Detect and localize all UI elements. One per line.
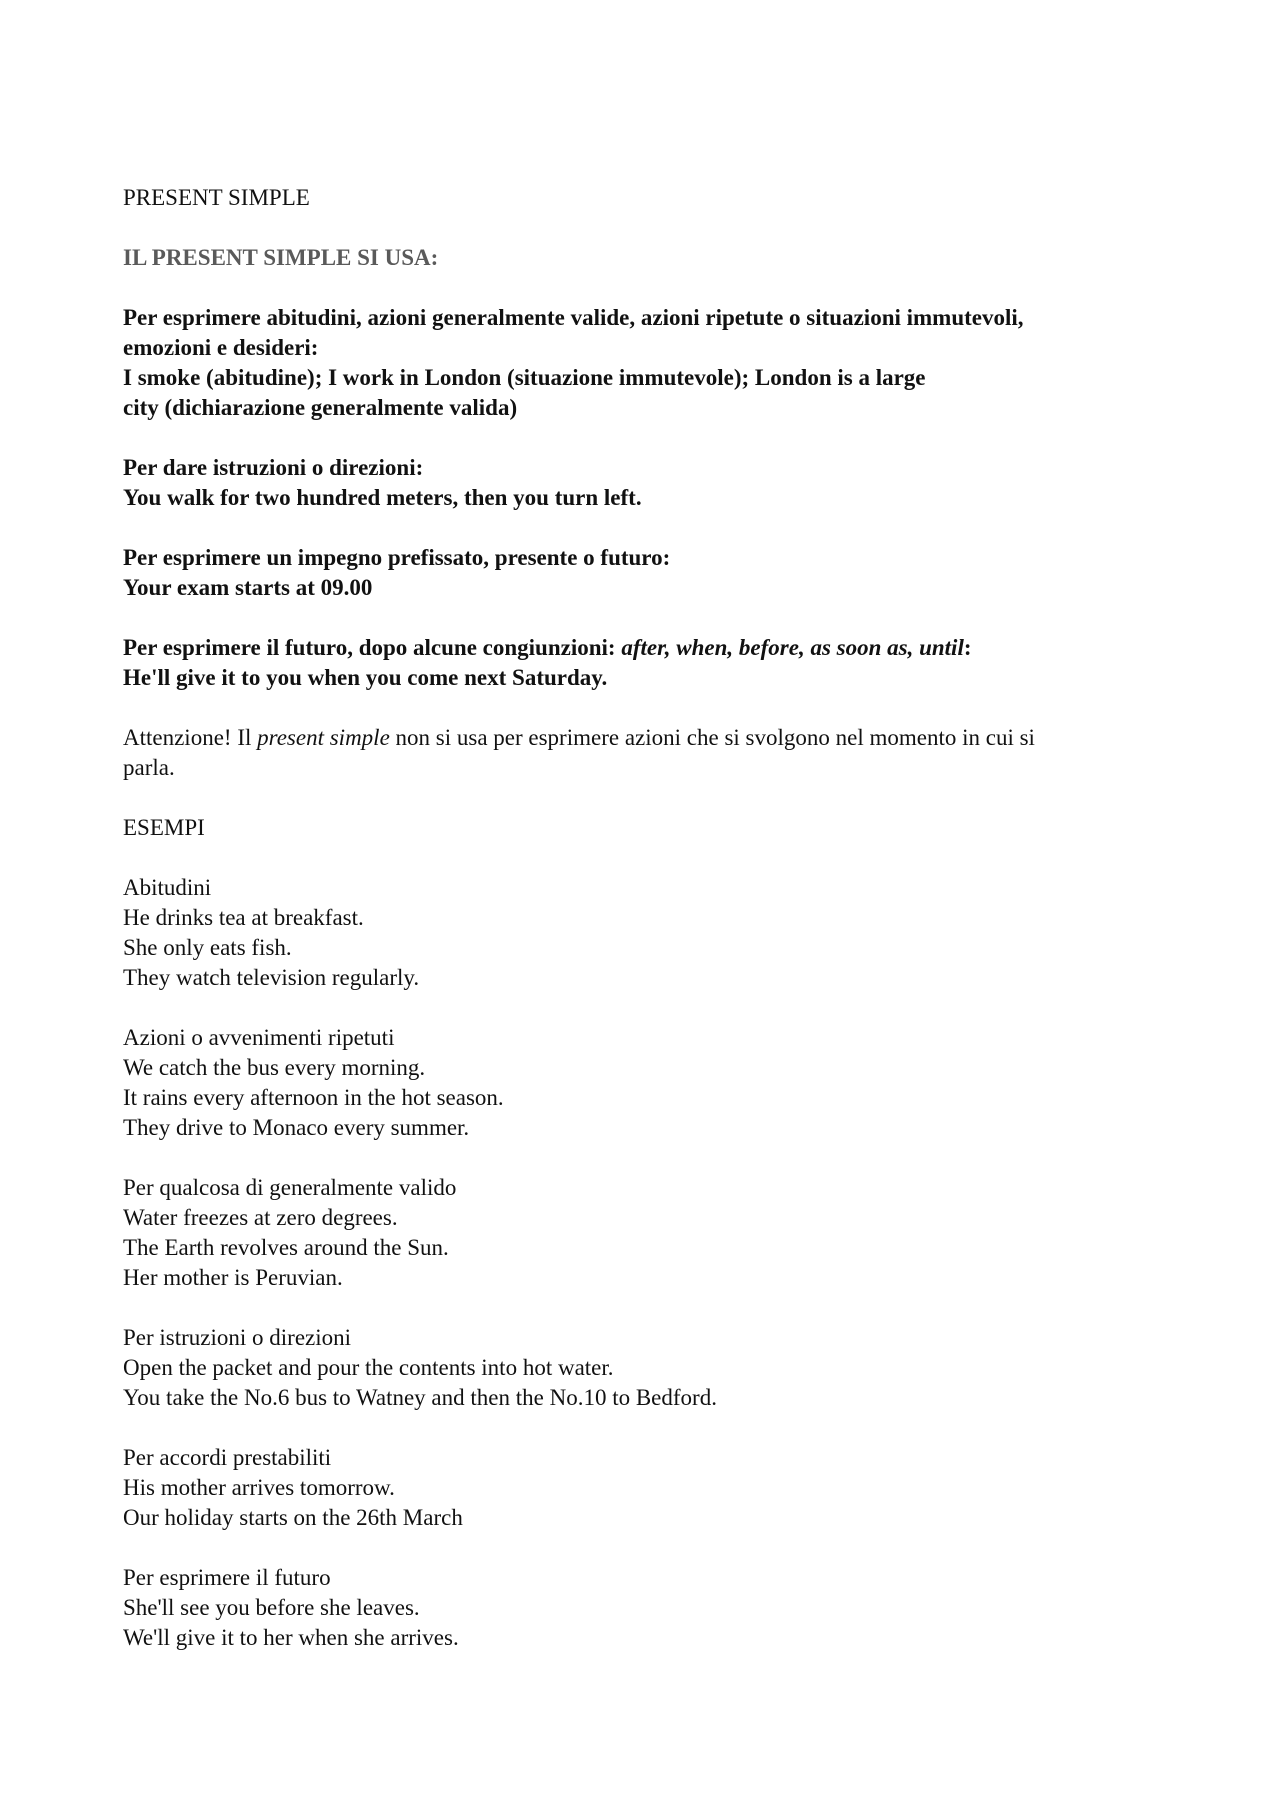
usage-future-heading-suffix: : (963, 635, 972, 660)
example-sentence: She'll see you before she leaves. (123, 1595, 420, 1620)
spacer (123, 273, 1163, 303)
example-sentence: His mother arrives tomorrow. (123, 1475, 395, 1500)
example-group-heading: Azioni o avvenimenti ripetuti (123, 1025, 395, 1050)
spacer (123, 603, 1163, 633)
example-sentence: We catch the bus every morning. (123, 1055, 426, 1080)
usage-instructions-example: You walk for two hundred meters, then you turn left. (123, 485, 642, 510)
example-sentence: You take the No.6 bus to Watney and then the No.10 to Bedford. (123, 1385, 717, 1410)
warning-term: present simple (257, 725, 390, 750)
example-group-heading: Abitudini (123, 875, 212, 900)
example-sentence: They watch television regularly. (123, 965, 420, 990)
usage-habits-example: I smoke (abitudine); I work in London (situazione immutevole); London is a large (123, 365, 926, 390)
example-sentence: Water freezes at zero degrees. (123, 1205, 398, 1230)
examples-heading: ESEMPI (123, 815, 205, 840)
document-page (123, 183, 1163, 1653)
usage-habits-line: emozioni e desideri: (123, 335, 319, 360)
usage-future-example: He'll give it to you when you come next Saturday. (123, 665, 608, 690)
example-sentence: Her mother is Peruvian. (123, 1265, 343, 1290)
warning-suffix: non si usa per esprimere azioni che si svolgono nel momento in cui si (389, 725, 1035, 750)
example-group-heading: Per qualcosa di generalmente valido (123, 1175, 457, 1200)
example-group-heading: Per accordi prestabiliti (123, 1445, 332, 1470)
example-sentence: They drive to Monaco every summer. (123, 1115, 470, 1140)
usage-habits (123, 303, 1163, 423)
document-title: PRESENT SIMPLE (123, 185, 310, 210)
example-group (123, 1173, 1163, 1293)
spacer (123, 693, 1163, 723)
spacer (123, 1413, 1163, 1443)
example-group (123, 873, 1163, 993)
example-group (123, 1443, 1163, 1533)
example-sentence: Our holiday starts on the 26th March (123, 1505, 463, 1530)
spacer (123, 1533, 1163, 1563)
spacer (123, 993, 1163, 1023)
example-sentence: She only eats fish. (123, 935, 292, 960)
spacer (123, 423, 1163, 453)
example-group (123, 1323, 1163, 1413)
usage-appointments-example: Your exam starts at 09.00 (123, 575, 373, 600)
usage-appointments (123, 543, 1163, 603)
warning-prefix: Attenzione! Il (123, 725, 258, 750)
example-group (123, 1023, 1163, 1143)
usage-heading: IL PRESENT SIMPLE SI USA: (123, 245, 439, 270)
warning-line-2: parla. (123, 755, 175, 780)
spacer (123, 1293, 1163, 1323)
warning-line (123, 723, 1163, 753)
spacer (123, 843, 1163, 873)
usage-future-heading-prefix: Per esprimere il futuro, dopo alcune congiunzioni: (123, 635, 622, 660)
usage-future (123, 633, 1163, 693)
usage-future-conjunctions: after, when, before, as soon as, until (621, 635, 964, 660)
example-group-heading: Per istruzioni o direzioni (123, 1325, 352, 1350)
usage-instructions (123, 453, 1163, 513)
example-sentence: It rains every afternoon in the hot season. (123, 1085, 504, 1110)
usage-habits-line: Per esprimere abitudini, azioni generalmente valide, azioni ripetute o situazioni immutevoli, (123, 305, 1024, 330)
usage-instructions-heading: Per dare istruzioni o direzioni: (123, 455, 424, 480)
example-sentence: Open the packet and pour the contents into hot water. (123, 1355, 614, 1380)
spacer (123, 513, 1163, 543)
example-group (123, 1563, 1163, 1653)
example-sentence: The Earth revolves around the Sun. (123, 1235, 449, 1260)
spacer (123, 783, 1163, 813)
example-sentence: He drinks tea at breakfast. (123, 905, 364, 930)
example-sentence: We'll give it to her when she arrives. (123, 1625, 459, 1650)
usage-appointments-heading: Per esprimere un impegno prefissato, presente o futuro: (123, 545, 671, 570)
spacer (123, 1143, 1163, 1173)
example-group-heading: Per esprimere il futuro (123, 1565, 331, 1590)
warning-note (123, 723, 1163, 783)
usage-habits-example: city (dichiarazione generalmente valida) (123, 395, 518, 420)
usage-future-heading (123, 633, 1163, 663)
spacer (123, 213, 1163, 243)
